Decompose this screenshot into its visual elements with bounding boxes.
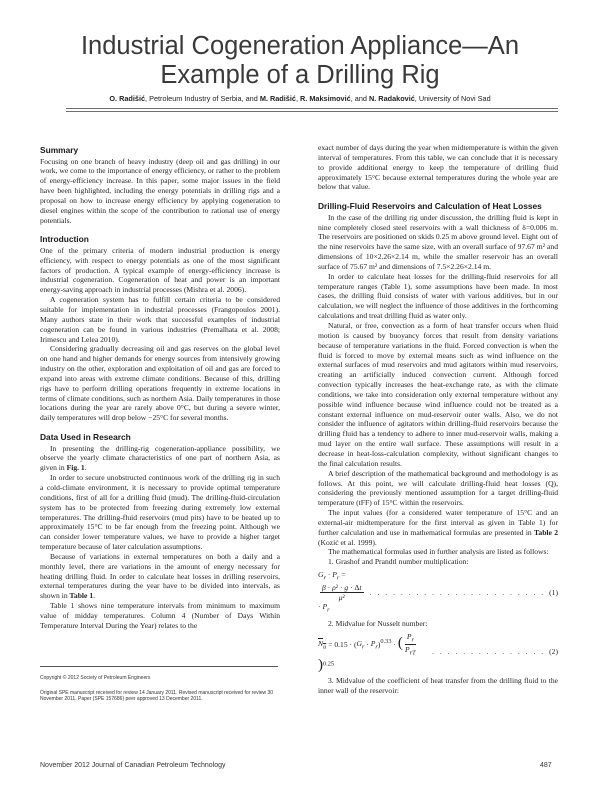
intro-paragraph: One of the primary criteria of modern industrial production is energy efficiency, with respect to energy potentials as one of the most significant factors of production. A typical example of energy-efficiency increase is industrial cogeneration. Cogeneration of heat and power is an important energy-saving approach in industrial processes (Mishra et al. 2006).: [40, 245, 280, 295]
figure-reference[interactable]: Fig. 1: [66, 463, 85, 473]
equation-1: [318, 570, 558, 616]
table-reference[interactable]: Table 1: [69, 591, 94, 601]
equation-2-body: $N_u = 0.15 \cdot (G_r \cdot P_r)^{0.33}$ · ( $\frac{P_r}{P_{rT}}$ )$^{0.25}$: [318, 631, 416, 673]
author-line: [22, 94, 578, 103]
copyright-footnote: [40, 666, 280, 703]
author-separator: , and: [350, 94, 369, 103]
equation-leader-dots: . . . . . . . . . . . . . . .: [432, 647, 546, 657]
journal-footer: November 2012 Journal of Canadian Petroleum Technology: [40, 762, 226, 769]
data-paragraph: Because of variations in external temperatures on both a daily and a monthly level, there are variations in the amount of energy necessary for heating drilling fluid. In order to calculate heat losses in drilling reservoirs, external temperatures during the year have to be divided into intervals, as shown in Table 1.: [40, 551, 280, 601]
manuscript-history: Original SPE manuscript received for review 14 January 2011. Revised manuscript received for review 30 November 2011. Paper (SPE 157686) peer approved 13 December 2011.: [40, 689, 274, 703]
equation-1-number: (1): [549, 588, 558, 598]
reservoir-paragraph: In the case of the drilling rig under discussion, the drilling fluid is kept in nine completely closed steel reservoirs with a wall thickness of δ=0.006 m. The reservoirs are positioned on skids 0.25 m above ground level. Eight out of the nine reservoirs have the same size, with an overall surface of 97.67 m² and dimensions of 10×2.26×2.14 m, while the smaller reservoir has an overall surface of 75.67 m² and dimensions of 7.5×2.26×2.14 m.: [318, 212, 558, 271]
equation-leader-dots: . . . . . . . . . . . . . . . . . . . . . . .: [369, 588, 546, 598]
intro-paragraph: Considering gradually decreasing oil and gas reserves on the global level on one hand and higher demands for energy sources from intensively growing industry on the other, exploration and exploitation of oil and gas are forced to expand into areas with extreme climate conditions. Because of this, drilling rigs have to perform drilling operations frequently in extreme locations in terms of climate conditions, such as northern Asia. Daily temperatures in those locations during the year are rarely above 0°C, but during a severe winter, daily temperatures will drop below −25°C for several months.: [40, 344, 280, 423]
equation-1-body: $G_r \cdot P_r$ = $\frac{\text{β · ρ² · g · Δt}}{\text{μ²}}$ · $P_r$: [318, 570, 362, 614]
right-column: [318, 143, 558, 695]
reservoir-paragraph: Natural, or free, convection as a form of heat transfer occurs when fluid motion is caused by buoyancy forces that result from density variations because of temperature variations in the fluid. Forced convection is when the fluid is forced to move by external means such as wind influence on the external surfaces of mud reservoirs and mud agitators within mud reservoirs, creating an artificially induced convection current. Although forced convection typically increases the heat-exchange rate, as with the climate conditions, we take into consideration only external temperature without any possible wind influence because wind influence could not be treated as a constant external influence on mud-reservoir outer walls. Also, we do not consider the influence of agitators within drilling-fluid reservoirs because the drilling fluid has a tendency to adhere to inner mud-reservoir walls, making a mud layer on the entire wall surface. These assumptions will result in a decrease in heat-loss-calculation complexity, without significant changes to the final calculation results.: [318, 321, 558, 468]
reservoir-paragraph: The input values (for a considered water temperature of 15°C and an external-air midtemperature for the first interval as given in Table 1) for further calculation and use in mathematical formulas are presented in Table 2 (Kozić et al. 1999).: [318, 508, 558, 547]
footnote-rule: [40, 666, 278, 667]
author-4: N. Radaković: [368, 94, 415, 103]
equation-2: [318, 632, 558, 673]
data-paragraph: Table 1 shows nine temperature intervals from minimum to maximum value of midday temperatures. Column 4 (Number of Days Within Temperature Interval During the Year) relates to the: [40, 601, 280, 630]
article-title-line-1: Industrial Cogeneration Appliance—An: [80, 32, 520, 60]
reservoir-paragraph: A brief description of the mathematical background and methodology is as follows. At this point, we will calculate drilling-fluid heat losses (Q), considering the previously mentioned assumption for a target drilling-fluid temperature (tFF) of 15°C within the reservoirs.: [318, 468, 558, 508]
continued-paragraph: exact number of days during the year when midtemperature is within the given interval of temperatures. From this table, we can conclude that it is necessary to provide additional energy to keep the temperature of drilling fluid approximately 15°C because external temperatures during the whole year are below that value.: [318, 143, 558, 192]
formula-list-item: 2. Midvalue for Nusselt number:: [328, 618, 428, 628]
page-number: 487: [540, 762, 552, 769]
copyright-text: Copyright © 2012 Society of Petroleum Engineers: [40, 675, 151, 681]
formula-list-item: 1. Grashof and Prandtl number multiplication:: [328, 557, 469, 567]
data-paragraph: In order to secure unobstructed continuous work of the drilling rig in such a cold-climate environment, it is necessary to provide optimal temperature conditions, first of all for a drilling fluid (mud). The drilling-fluid-circulation system has to be protected from freezing during extremely low external temperatures. The drilling-fluid reservoirs (mud pits) have to be heated up to approximately 15°C to be far enough from the freezing point. Although we can consider lower temperature values, we have to provide a higher target temperature because of later calculation assumptions.: [40, 473, 280, 552]
author-2: M. Radišić: [259, 94, 296, 103]
equation-2-number: (2): [549, 647, 558, 657]
introduction-heading: Introduction: [40, 234, 89, 245]
data-paragraph: In presenting the drilling-rig cogeneration-appliance possibility, we observe the yearly climate characteristics of one part of northern Asia, as given in Fig. 1.: [40, 443, 280, 473]
header-rule-bottom: [66, 111, 558, 112]
summary-heading: Summary: [40, 145, 79, 155]
article-title-line-2: Example of a Drilling Rig: [160, 61, 440, 89]
author-separator: ,: [295, 94, 300, 103]
reservoir-paragraph: In order to calculate heat losses for the drilling-fluid reservoirs for all temperature ranges (Table 1), some assumptions have been made. In most cases, the drilling fluid consists of water with various additives, but in our calculation, we will neglect the influence of those additives in the forthcoming calculations and treat drilling fluid as water only.: [318, 271, 558, 321]
intro-paragraph: A cogeneration system has to fulfill certain criteria to be considered suitable for implementation in industrial processes (Frangopoulos 2001). Many authors state in their work that successful examples of industrial cogeneration can be found in various industries (Premalhata et al. 2008; Irimescu and Lelea 2010).: [40, 295, 280, 344]
author-3: R. Maksimović: [300, 94, 351, 103]
author-1: O. Radišić: [109, 94, 146, 103]
article-title: [20, 32, 580, 90]
summary-paragraph: Focusing on one branch of heavy industry (deep oil and gas drilling) in our work, we come to the importance of energy efficiency, or rather to the problem of energy-efficiency increase. In this paper, some major issues in the field have been highlighted, including the energy potentials in drilling rigs and a proposal on how to increase energy efficiency by applying cogeneration to diesel engines within the scope of the contribution to rational use of energy potentials.: [40, 156, 280, 225]
table-reference[interactable]: Table 2: [534, 527, 558, 537]
data-heading: Data Used in Research: [40, 432, 131, 443]
header-rule-top: [66, 108, 558, 109]
reservoir-paragraph: The mathematical formulas used in further analysis are listed as follows:: [328, 547, 549, 557]
formula-list-item: 3. Midvalue of the coefficient of heat transfer from the drilling fluid to the inner wall of the reservoir:: [318, 675, 558, 695]
reservoirs-heading: Drilling-Fluid Reservoirs and Calculation of Heat Losses: [318, 201, 542, 212]
affiliation-2: , University of Novi Sad: [414, 94, 491, 103]
affiliation-1: , Petroleum Industry of Serbia, and: [145, 94, 260, 103]
left-column: [40, 145, 280, 631]
